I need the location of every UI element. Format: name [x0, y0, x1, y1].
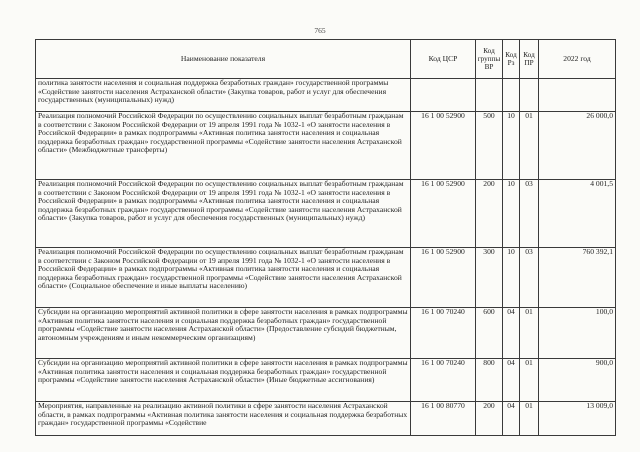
- row-csr: 16 1 00 52900: [411, 112, 476, 180]
- row-amount: 760 392,1: [539, 248, 616, 308]
- row-rz: 10: [503, 180, 520, 248]
- row-rz: 04: [503, 359, 520, 402]
- budget-table: [35, 39, 616, 436]
- row-name: Реализация полномочий Российской Федерации по осуществлению социальных выплат безработным гражданам в соответствии с Законом Российской Федерации от 19 апреля 1991 года № 1032-1 «О занятости населения в Российской Федерации» в рамках подпрограммы «Активная политика занятости населения и социальная поддержка безработных граждан» государственной программы «Содействие занятости населения Астраханской области» (Закупка товаров, работ и услуг для обеспечения государственных (муниципальных) нужд): [36, 180, 411, 248]
- row-name: Мероприятия, направленные на реализацию активной политики в сфере занятости населения Астраханской области, в рамках подпрограммы «Активная политика занятости населения и социальная поддержка безработных граждан» государственной программы «Содействие: [36, 402, 411, 436]
- row-name: политика занятости населения и социальная поддержка безработных граждан» государственной программы «Содействие занятости населения Астраханской области» (Закупка товаров, работ и услуг для обеспечения государственных (муниципальных) нужд): [36, 79, 411, 112]
- row-amount: 13 009,0: [539, 402, 616, 436]
- header-rz: Код Рз: [503, 40, 520, 79]
- row-csr: 16 1 00 52900: [411, 180, 476, 248]
- row-vr: 200: [476, 180, 503, 248]
- header-year: 2022 год: [539, 40, 616, 79]
- table-row: [36, 402, 616, 436]
- table-row: [36, 112, 616, 180]
- row-vr: 200: [476, 402, 503, 436]
- header-pr: Код ПР: [520, 40, 539, 79]
- table-row: [36, 359, 616, 402]
- row-csr: 16 1 00 52900: [411, 248, 476, 308]
- page-number: 765: [314, 26, 326, 35]
- row-csr: 16 1 00 70240: [411, 359, 476, 402]
- row-amount: 4 001,5: [539, 180, 616, 248]
- row-name: Реализация полномочий Российской Федерации по осуществлению социальных выплат безработным гражданам в соответствии с Законом Российской Федерации от 19 апреля 1991 года № 1032-1 «О занятости населения в Российской Федерации» в рамках подпрограммы «Активная политика занятости населения и социальная поддержка безработных граждан» государственной программы «Содействие занятости населения Астраханской области» (Межбюджетные трансферты): [36, 112, 411, 180]
- table-row: [36, 79, 616, 112]
- row-name: Субсидии на организацию мероприятий активной политики в сфере занятости населения в рамках подпрограммы «Активная политика занятости населения и социальная поддержка безработных граждан» государственной программы «Содействие занятости населения Астраханской области» (Предоставление субсидий бюджетным, автономным учреждениям и иным некоммерческим организациям): [36, 308, 411, 359]
- row-vr: 800: [476, 359, 503, 402]
- row-vr: 600: [476, 308, 503, 359]
- row-amount: 26 000,0: [539, 112, 616, 180]
- row-csr: 16 1 00 70240: [411, 308, 476, 359]
- row-vr: [476, 79, 503, 112]
- row-name: Реализация полномочий Российской Федерации по осуществлению социальных выплат безработным гражданам в соответствии с Законом Российской Федерации от 19 апреля 1991 года № 1032-1 «О занятости населения в Российской Федерации» в рамках подпрограммы «Активная политика занятости населения и социальная поддержка безработных граждан» государственной программы «Содействие занятости населения Астраханской области» (Социальное обеспечение и иные выплаты населению): [36, 248, 411, 308]
- row-rz: [503, 79, 520, 112]
- table-row: [36, 308, 616, 359]
- row-amount: 100,0: [539, 308, 616, 359]
- row-name: Субсидии на организацию мероприятий активной политики в сфере занятости населения в рамках подпрограммы «Активная политика занятости населения и социальная поддержка безработных граждан» государственной программы «Содействие занятости населения Астраханской области» (Иные бюджетные ассигнования): [36, 359, 411, 402]
- header-vr: Код группы ВР: [476, 40, 503, 79]
- table-header-row: [36, 40, 616, 79]
- row-vr: 300: [476, 248, 503, 308]
- row-amount: 900,0: [539, 359, 616, 402]
- row-amount: [539, 79, 616, 112]
- header-name: Наименование показателя: [36, 40, 411, 79]
- row-pr: 01: [520, 112, 539, 180]
- table-row: [36, 180, 616, 248]
- row-rz: 10: [503, 248, 520, 308]
- row-csr: 16 1 00 80770: [411, 402, 476, 436]
- row-pr: 03: [520, 180, 539, 248]
- table-row: [36, 248, 616, 308]
- row-rz: 04: [503, 308, 520, 359]
- row-csr: [411, 79, 476, 112]
- row-rz: 04: [503, 402, 520, 436]
- header-csr: Код ЦСР: [411, 40, 476, 79]
- row-pr: [520, 79, 539, 112]
- row-rz: 10: [503, 112, 520, 180]
- row-pr: 01: [520, 402, 539, 436]
- row-vr: 500: [476, 112, 503, 180]
- row-pr: 03: [520, 248, 539, 308]
- row-pr: 01: [520, 308, 539, 359]
- row-pr: 01: [520, 359, 539, 402]
